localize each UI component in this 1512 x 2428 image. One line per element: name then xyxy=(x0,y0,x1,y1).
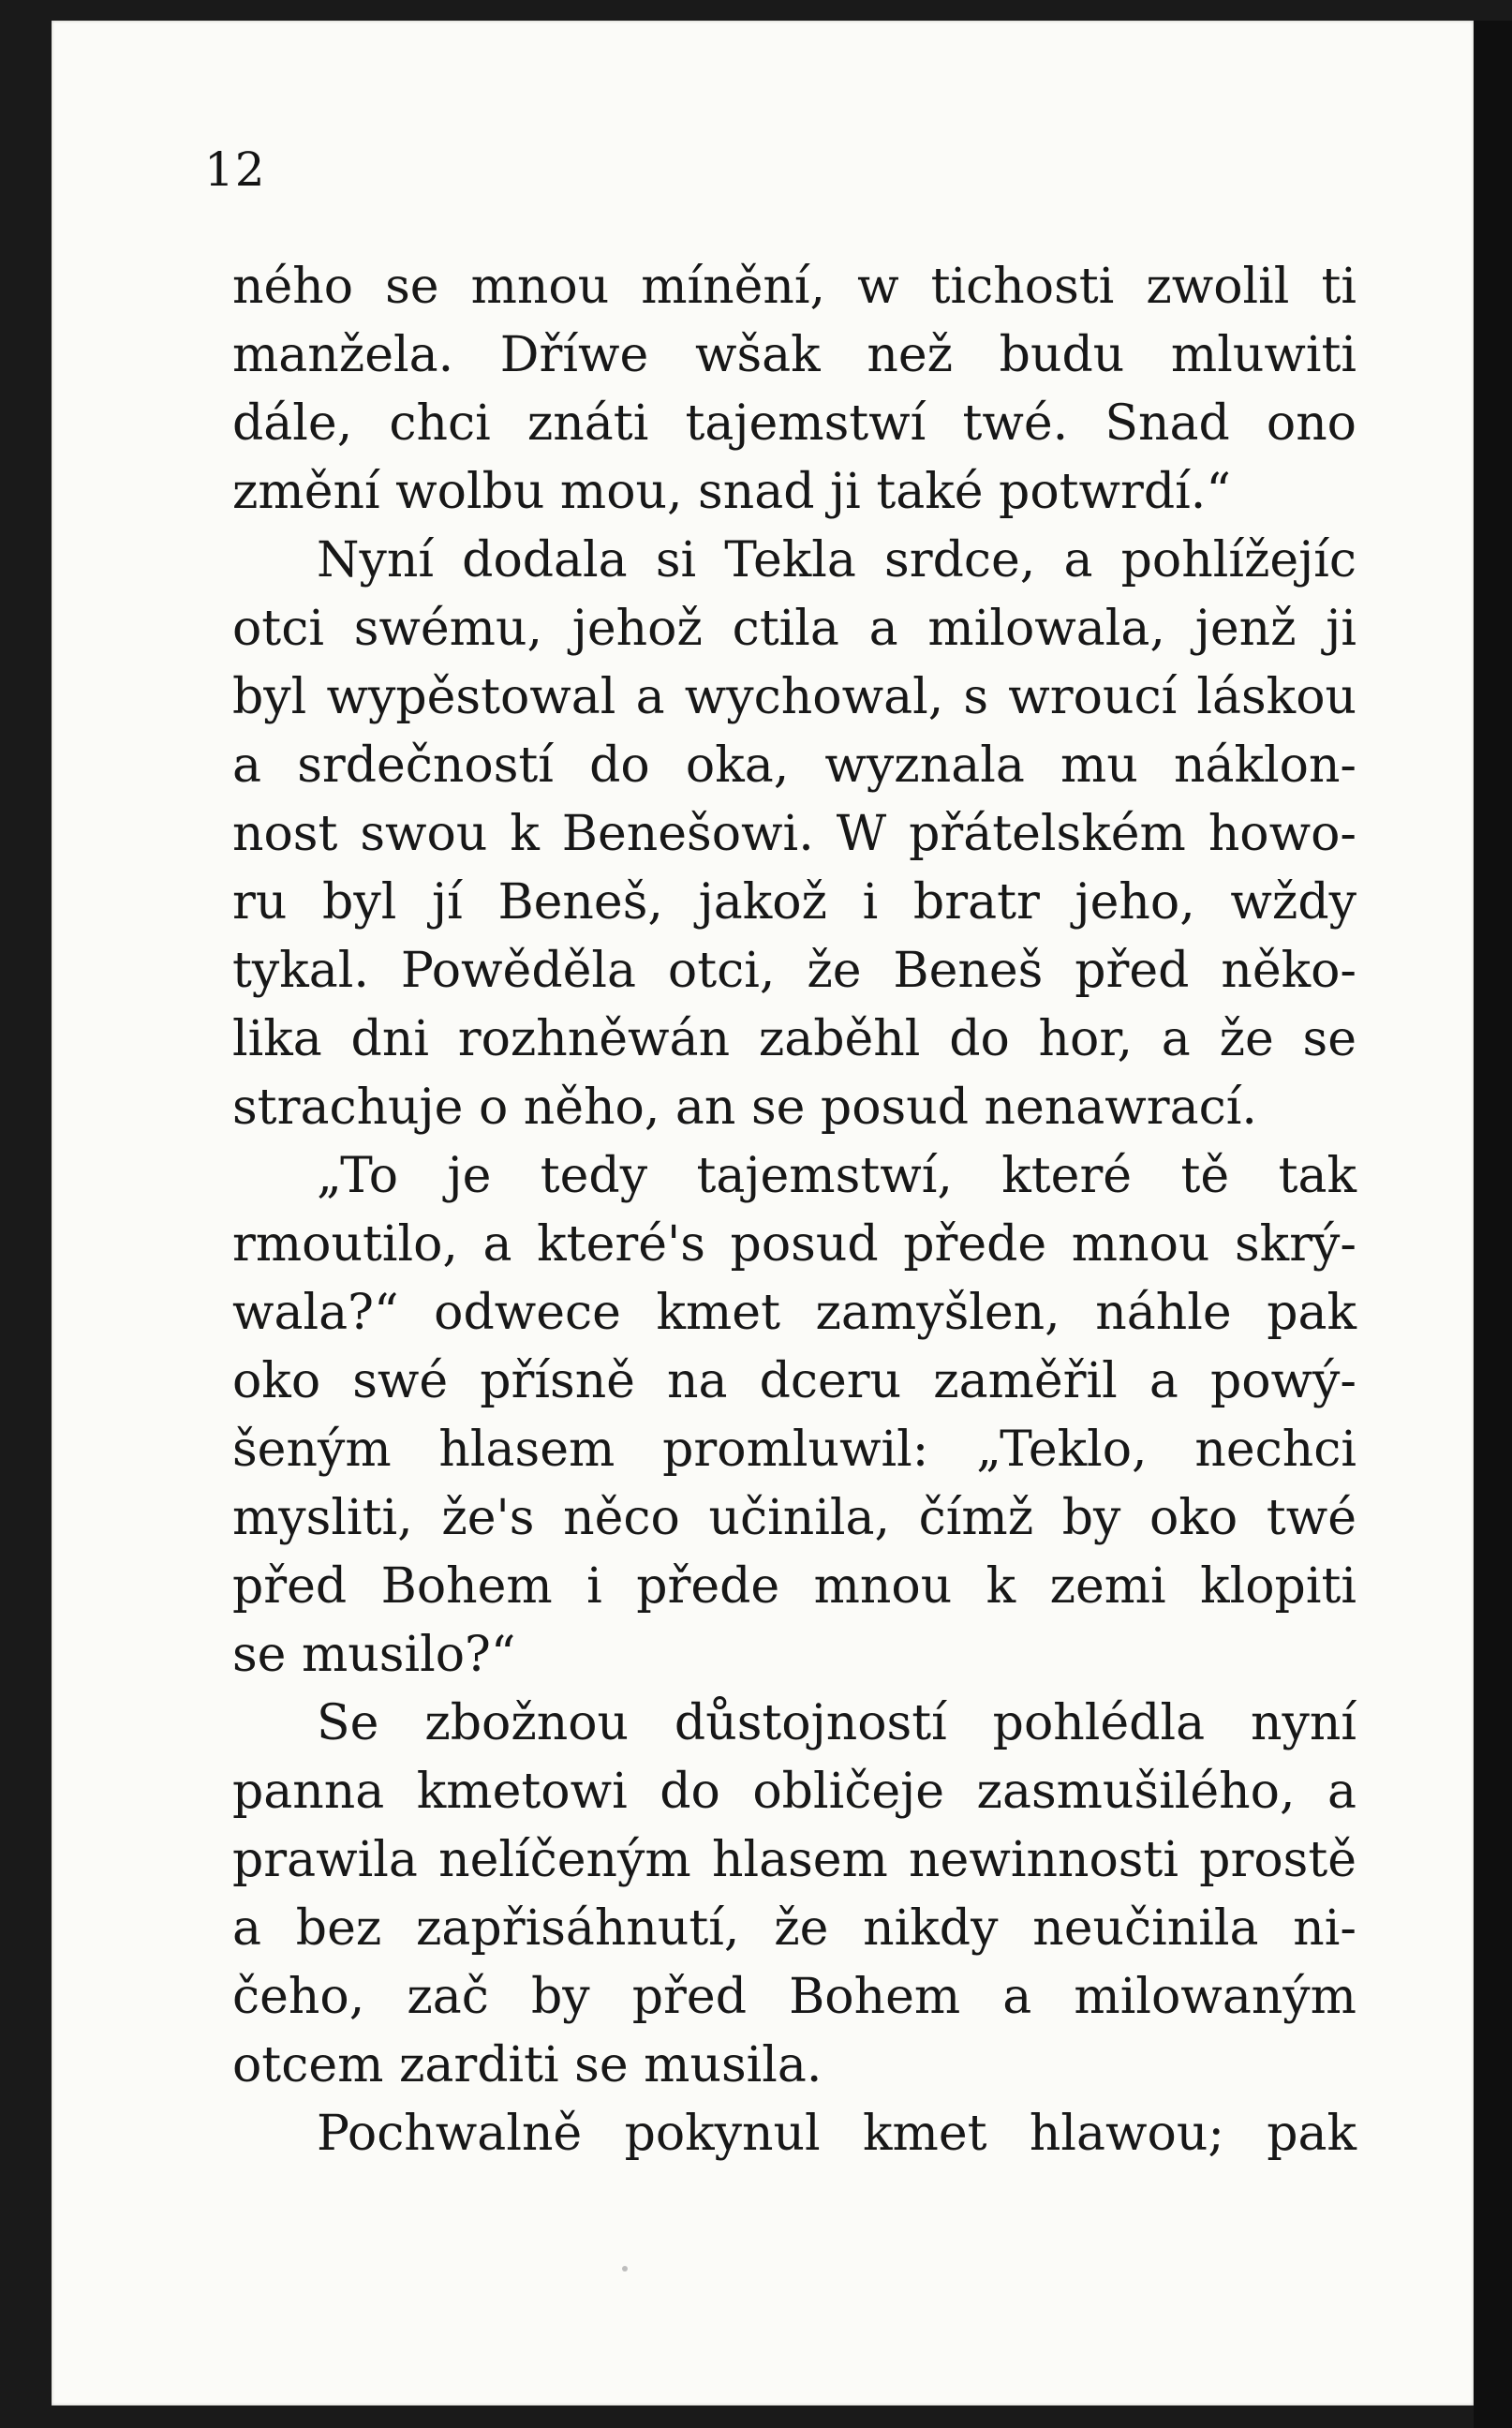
text-line: ru byl jí Beneš, jakož i bratr jeho, wždy xyxy=(232,874,1356,931)
paragraph-4 xyxy=(232,1690,1356,2100)
text-line: wala?“ odwece kmet zamyšlen, náhle pak xyxy=(232,1285,1356,1341)
text-line: rmoutilo, a které's posud přede mnou skrý- xyxy=(232,1216,1356,1273)
paragraph-3 xyxy=(232,1142,1356,1690)
text-line: Pochwalně pokynul kmet hlawou; pak xyxy=(317,2106,1356,2162)
page-edge-shadow xyxy=(1474,21,1512,2428)
text-line: mysliti, že's něco učinila, čímž by oko twé xyxy=(232,1490,1356,1546)
text-line: strachuje o něho, an se posud nenawrací. xyxy=(232,1080,1257,1136)
text-line: nost swou k Benešowi. W přátelském howo- xyxy=(232,806,1356,862)
text-line: otci swému, jehož ctila a milowala, jenž ji xyxy=(232,601,1356,657)
page-number: 12 xyxy=(204,142,266,197)
text-line: šeným hlasem promluwil: „Teklo, nechci xyxy=(232,1422,1356,1478)
text-line: před Bohem i přede mnou k zemi klopiti xyxy=(232,1558,1356,1615)
paragraph-5 xyxy=(232,2100,1356,2168)
text-line: oko swé přísně na dceru zaměřil a powý- xyxy=(232,1353,1356,1409)
text-line: byl wypěstowal a wychowal, s wroucí láskou xyxy=(232,669,1356,725)
text-line: a srdečností do oka, wyznala mu náklon- xyxy=(232,737,1356,794)
text-line: otcem zarditi se musila. xyxy=(232,2037,823,2093)
text-line: panna kmetowi do obličeje zasmušilého, a xyxy=(232,1764,1356,1820)
text-line: změní wolbu mou, snad ji také potwrdí.“ xyxy=(232,464,1231,520)
text-line: Nyní dodala si Tekla srdce, a pohlížejíc xyxy=(317,532,1356,588)
paper-speck xyxy=(622,2266,628,2272)
paragraph-1 xyxy=(232,253,1356,527)
text-line: a bez zapřisáhnutí, že nikdy neučinila ni- xyxy=(232,1900,1356,1957)
text-line: lika dni rozhněwán zaběhl do hor, a že se xyxy=(232,1011,1356,1067)
paragraph-2 xyxy=(232,527,1356,1142)
text-line: prawila nelíčeným hlasem newinnosti prostě xyxy=(232,1832,1356,1888)
text-line: se musilo?“ xyxy=(232,1627,516,1683)
text-line: manžela. Dříwe wšak než budu mluwiti xyxy=(232,327,1356,383)
text-line: čeho, zač by před Bohem a milowaným xyxy=(232,1969,1356,2025)
text-line: dále, chci znáti tajemstwí twé. Snad ono xyxy=(232,395,1356,452)
text-line: tykal. Powěděla otci, že Beneš před něko- xyxy=(232,943,1356,999)
body-text xyxy=(232,253,1356,2168)
text-line: ného se mnou mínění, w tichosti zwolil ti xyxy=(232,259,1356,315)
text-line: „To je tedy tajemstwí, které tě tak xyxy=(317,1148,1356,1204)
text-line: Se zbožnou důstojností pohlédla nyní xyxy=(317,1695,1356,1751)
